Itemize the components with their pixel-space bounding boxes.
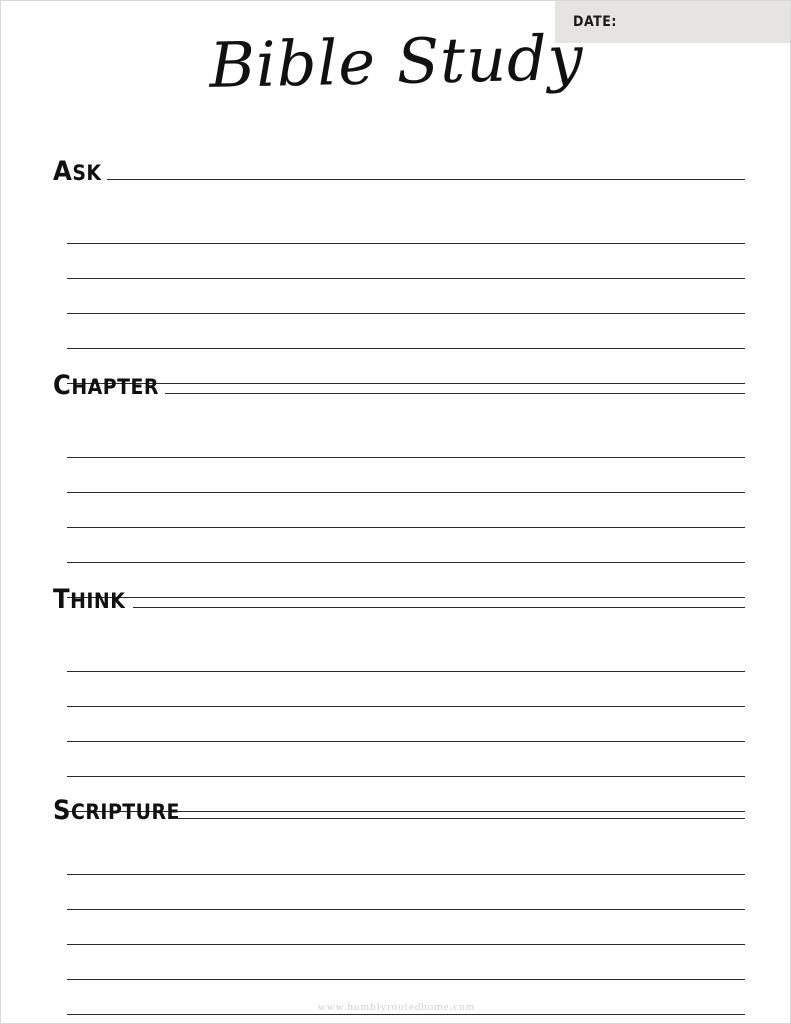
- section-chapter-header: [51, 365, 745, 399]
- write-line[interactable]: [67, 706, 745, 707]
- section-think: [51, 579, 745, 613]
- write-line[interactable]: [67, 1014, 745, 1015]
- section-scripture-header-rule: [173, 818, 745, 819]
- footer-watermark: www.humblyrootedhome.com: [317, 1001, 476, 1013]
- section-scripture-label: SCRIPTURE: [53, 795, 180, 826]
- section-ask: [51, 151, 745, 185]
- write-line[interactable]: [67, 909, 745, 910]
- page-title: Bible Study: [208, 21, 585, 102]
- section-ask-header: [51, 151, 745, 185]
- write-line[interactable]: [67, 874, 745, 875]
- write-line[interactable]: [67, 457, 745, 458]
- section-ask-label: ASK: [53, 156, 102, 187]
- section-scripture: [51, 790, 745, 824]
- write-line[interactable]: [67, 979, 745, 980]
- write-line[interactable]: [67, 944, 745, 945]
- date-label: DATE:: [573, 14, 617, 30]
- write-line[interactable]: [67, 527, 745, 528]
- write-line[interactable]: [67, 278, 745, 279]
- section-think-header-rule: [133, 607, 745, 608]
- write-line[interactable]: [67, 348, 745, 349]
- write-line[interactable]: [67, 243, 745, 244]
- write-line[interactable]: [67, 776, 745, 777]
- write-line[interactable]: [67, 741, 745, 742]
- section-ask-header-rule: [107, 179, 745, 180]
- write-line[interactable]: [67, 313, 745, 314]
- write-line[interactable]: [67, 492, 745, 493]
- section-chapter-header-rule: [165, 393, 745, 394]
- section-chapter-label: CHAPTER: [53, 370, 159, 401]
- section-scripture-header: [51, 790, 745, 824]
- write-line[interactable]: [67, 562, 745, 563]
- write-line[interactable]: [67, 671, 745, 672]
- section-think-label: THINK: [53, 584, 126, 615]
- section-think-header: [51, 579, 745, 613]
- section-chapter: [51, 365, 745, 399]
